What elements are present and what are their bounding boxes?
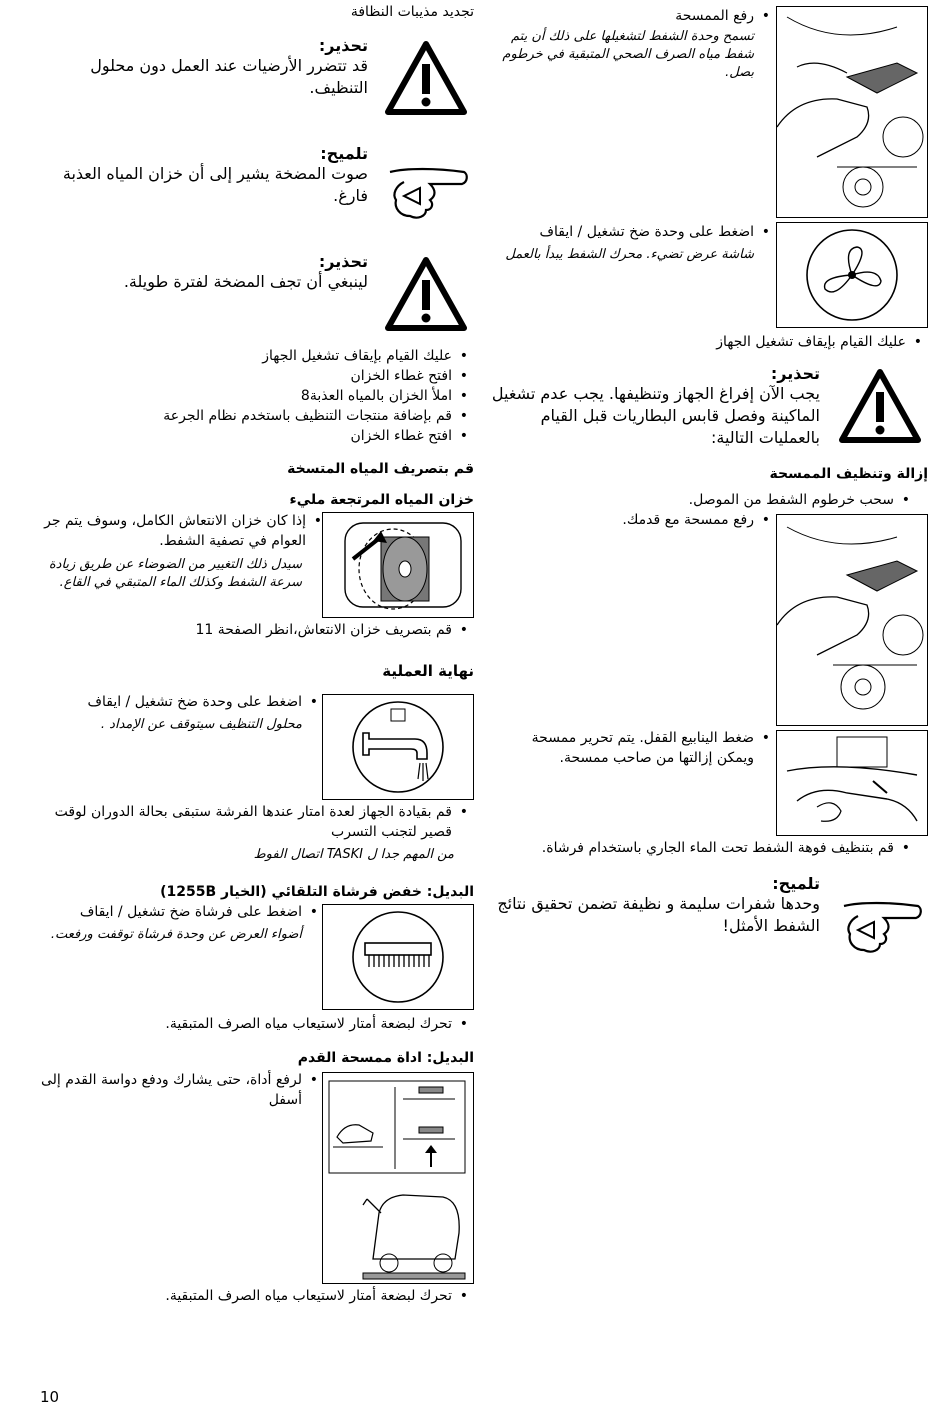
vac-list — [510, 222, 770, 242]
filter-image — [322, 512, 474, 618]
list-item: • إذا كان خزان الانتعاش الكامل، وسوف يتم جر العوام في تصفية الشفط. — [38, 511, 322, 551]
remove-list — [610, 490, 910, 510]
alt2-list — [38, 1070, 318, 1110]
warning-3 — [490, 364, 820, 449]
recovery-note: سيدل ذلك التغيير من الضوضاء عن طريق زيادة سرعة الشفط وكذلك الماء المتبقي في القاع. — [48, 557, 302, 590]
fill-steps-list — [48, 346, 468, 446]
recovery-list — [38, 511, 322, 551]
cleaning-solution-heading: تجديد مذيبات النظافة — [350, 4, 474, 20]
drive-note: من المهم جدا ل TASKI اتصال الفوط — [253, 847, 454, 862]
end-list — [38, 692, 318, 712]
fan-image — [776, 222, 928, 328]
recovery-heading: خزان المياه المرتجعة مليء — [289, 492, 474, 508]
tip-title: تلميح: — [772, 874, 820, 893]
list-item: • اضغط على فرشاة ضخ تشغيل / ايقاف — [38, 902, 318, 922]
pointing-hand-icon — [840, 894, 924, 956]
warning-triangle-icon — [384, 40, 468, 116]
warning-triangle-icon — [838, 368, 922, 444]
tip-text: صوت المضخة يشير إلى أن خزان المياه العذبة فارغ. — [62, 164, 368, 205]
spring-list — [510, 728, 770, 768]
alt1-move-list — [68, 1014, 468, 1034]
brush-image — [322, 904, 474, 1010]
warning-text: يجب الآن إفراغ الجهاز وتنظيفها. يجب عدم تشغيل الماكينة وفصل قابس البطاريات قبل القيام بالعمليات التالية: — [491, 384, 820, 447]
page-number: 10 — [40, 1388, 60, 1406]
end-heading: نهاية العملية — [382, 662, 474, 680]
warning-title: تحذير: — [318, 36, 368, 55]
warning-text: لينبغي أن تجف المضخة لفترة طويلة. — [123, 272, 368, 291]
raise-note: تسمح وحدة الشفط لتشغيلها على ذلك أن يتم شفط مياه الصرف الصحي المتبقية في خرطوم بصل. — [502, 29, 754, 80]
list-item: • قم بقيادة الجهاز لعدة امتار عندها الفرشة ستبقى بحالة الدوران لوقت قصير لتجنب التسرب — [40, 802, 468, 842]
drain-list — [68, 620, 468, 640]
alt1-list — [38, 902, 318, 922]
remove-heading: إزالة وتنظيف الممسحة — [769, 466, 928, 482]
warning-triangle-icon — [384, 256, 468, 332]
spring-lock-image — [776, 730, 928, 836]
list-item: • تحرك لبضعة أمتار لاستيعاب مياه الصرف المتبقية. — [68, 1286, 468, 1306]
clean-list — [490, 838, 910, 858]
alt1-heading: البديل: خفض فرشاة التلقائي (الخيار 1255B) — [160, 884, 474, 900]
list-item: • ضغط الينابيع القفل. يتم تحرير ممسحة ويمكن إزالتها من صاحب ممسحة. — [510, 728, 770, 768]
list-item: • سحب خرطوم الشفط من الموصل. — [610, 490, 910, 510]
drive-list — [40, 802, 468, 842]
list-item: • افتح غطاء الخزان — [48, 426, 468, 446]
tip-1 — [40, 144, 368, 207]
list-item: • قم بإضافة منتجات التنظيف باستخدم نظام الجرعة — [48, 406, 468, 426]
warning-2 — [40, 252, 368, 293]
alt2-heading: البديل: اداة ممسحة القدم — [297, 1050, 474, 1066]
drain-heading: قم بتصريف المياه المتسخة — [287, 461, 474, 477]
list-item: • رفع ممسحة مع قدمك. — [520, 510, 770, 530]
list-item: • رفع الممسحة — [520, 6, 770, 26]
list-item: • عليك القيام بإيقاف تشغيل الجهاز — [622, 332, 922, 352]
list-item: • قم بتنظيف فوهة الشفط تحت الماء الجاري باستخدام فرشاة. — [490, 838, 910, 858]
raise-list — [520, 6, 770, 26]
foot-pedal-image — [322, 1072, 474, 1284]
list-item: • اضغط على وحدة ضخ تشغيل / ايقاف — [38, 692, 318, 712]
list-item: • تحرك لبضعة أمتار لاستيعاب مياه الصرف المتبقية. — [68, 1014, 468, 1034]
vac-note: شاشة عرض تضيء. محرك الشفط يبدأ بالعمل — [505, 247, 754, 262]
list-item: • املأ الخزان بالمياه العذبة8 — [48, 386, 468, 406]
warning-title: تحذير: — [318, 252, 368, 271]
end-note: محلول التنظيف سيتوقف عن الإمداد . — [100, 717, 302, 732]
list-item: • افتح غطاء الخزان — [48, 366, 468, 386]
faucet-image — [322, 694, 474, 800]
warning-text: قد تتضرر الأرضيات عند العمل دون محلول التنظيف. — [90, 56, 368, 97]
list-item: • لرفع أداة، حتى يشارك ودفع دواسة القدم إلى أسفل — [38, 1070, 318, 1110]
tip-text: وحدها شفرات سليمة و نظيفة تضمن تحقيق نتائج الشفط الأمثل! — [497, 894, 820, 935]
list-item: • اضغط على وحدة ضخ تشغيل / ايقاف — [510, 222, 770, 242]
tip-title: تلميح: — [320, 144, 368, 163]
tip-2 — [480, 874, 820, 937]
remove-list-2 — [520, 510, 770, 530]
warning-1 — [40, 36, 368, 99]
squeegee-foot-image — [776, 514, 928, 726]
alt2-move-list — [68, 1286, 468, 1306]
off-list — [622, 332, 922, 352]
list-item: • قم بتصريف خزان الانتعاش،انظر الصفحة 11 — [68, 620, 468, 640]
squeegee-lever-image — [776, 6, 928, 218]
list-item: • عليك القيام بإيقاف تشغيل الجهاز — [48, 346, 468, 366]
warning-title: تحذير: — [770, 364, 820, 383]
alt1-note: أضواء العرض عن وحدة فرشاة توقفت ورفعت. — [50, 927, 302, 942]
pointing-hand-icon — [386, 160, 470, 222]
